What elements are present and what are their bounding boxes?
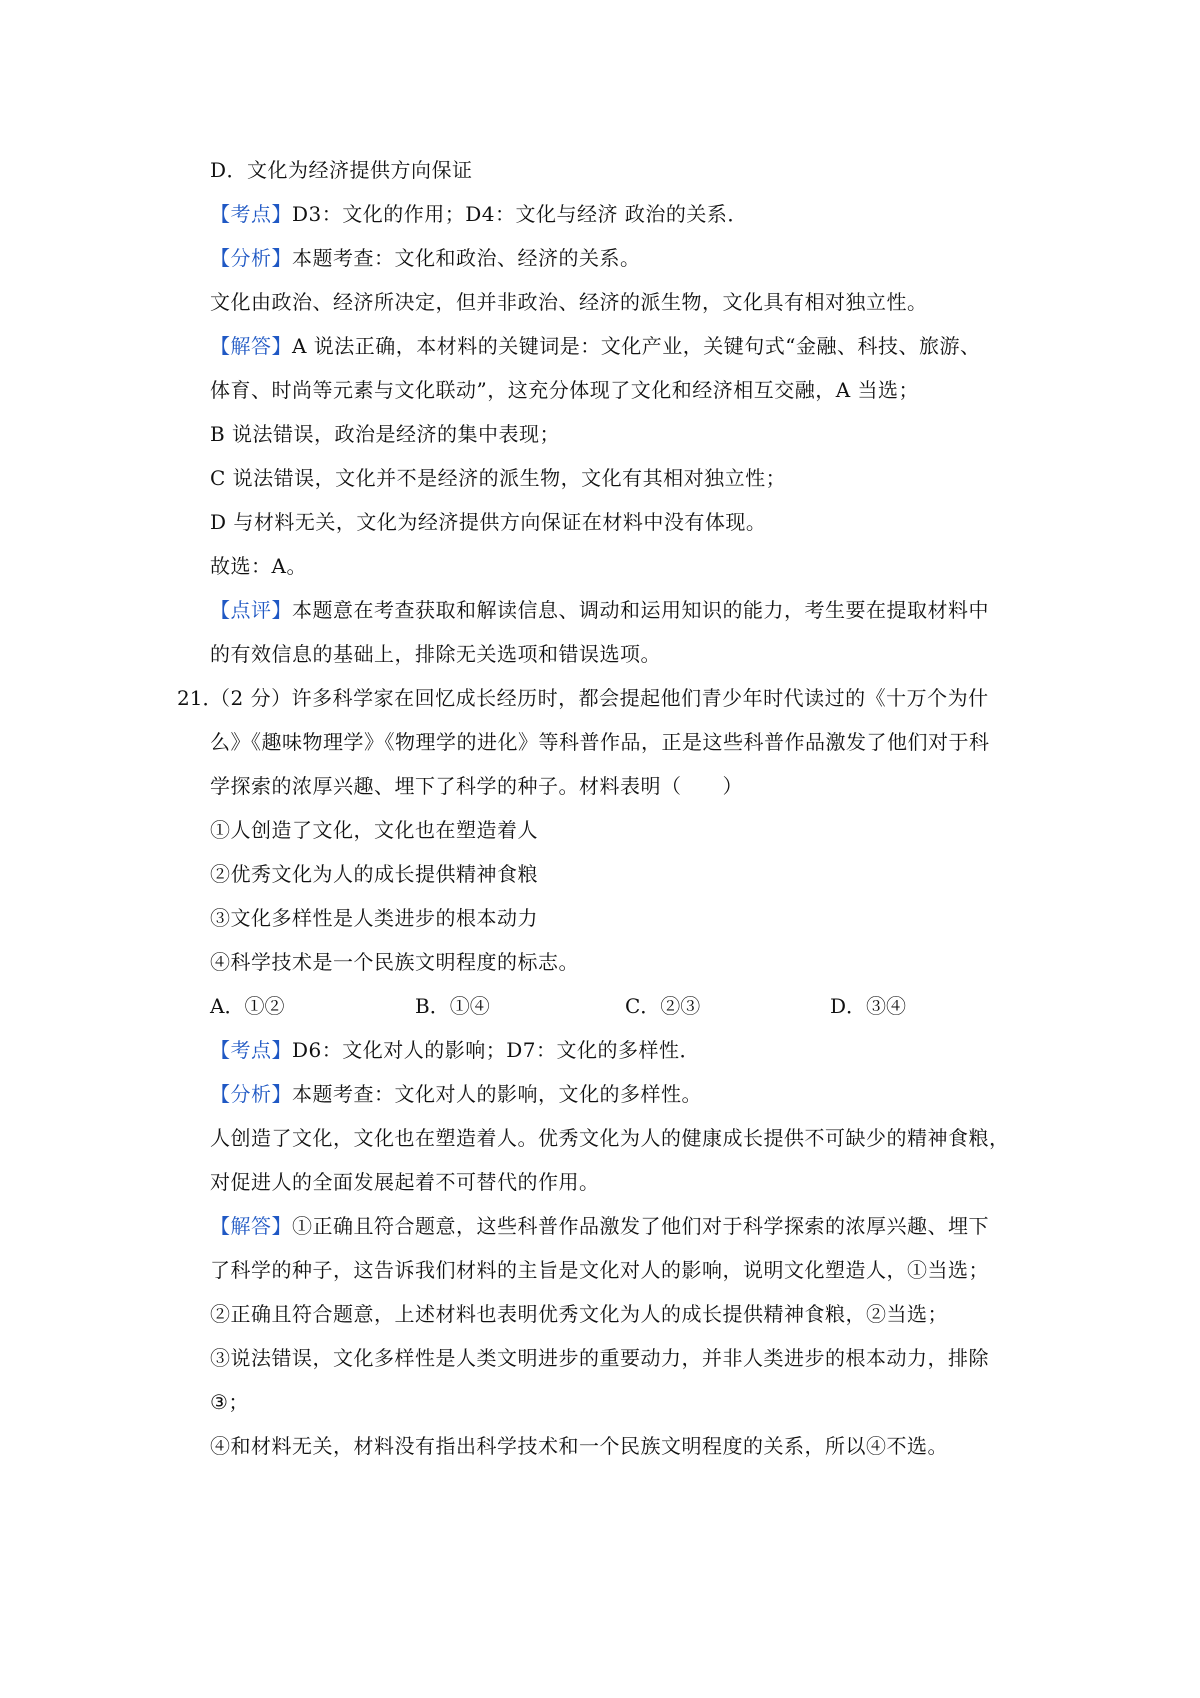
jieda-text3-21: ②正确且符合题意，上述材料也表明优秀文化为人的成长提供精神食粮，②当选；: [210, 1302, 948, 1326]
jieda-line-prev: [210, 331, 981, 361]
question-21-stem-line1: [210, 683, 989, 713]
statement-4: ④科学技术是一个民族文明程度的标志。: [210, 950, 579, 974]
fenxi-line2-21: [210, 1123, 1010, 1153]
jieda-text5-21: ③；: [210, 1390, 249, 1414]
jieda-text1-21: ①正确且符合题意，这些科普作品激发了他们对于科学探索的浓厚兴趣、埋下: [292, 1214, 989, 1238]
question-21-stem-line2: [210, 727, 990, 757]
kaodian-line-21: [210, 1035, 700, 1065]
fenxi-line2-prev: [210, 287, 928, 317]
jieda-text-line1: A 说法正确，本材料的关键词是：文化产业，关键句式“金融、科技、旅游、: [292, 334, 981, 358]
jieda-line3-21: [210, 1299, 948, 1329]
dianping-text-line2: 的有效信息的基础上，排除无关选项和错误选项。: [210, 642, 661, 666]
jieda-text-line3: B 说法错误，政治是经济的集中表现；: [210, 422, 561, 446]
kaodian-tag-21: 【考点】: [210, 1038, 292, 1062]
question-21-number: 21．: [177, 686, 223, 710]
fenxi-line-prev: [210, 243, 641, 273]
dianping-line2: [210, 639, 661, 669]
question-21-stem-text2: 么》《趣味物理学》《物理学的进化》等科普作品，正是这些科普作品激发了他们对于科: [210, 730, 990, 754]
option-d-line: [210, 155, 473, 185]
jieda-line3-prev: [210, 419, 560, 449]
jieda-tag-21: 【解答】: [210, 1214, 292, 1238]
jieda-line5-21: [210, 1387, 249, 1417]
statement-1: ①人创造了文化，文化也在塑造着人: [210, 818, 538, 842]
jieda-line4-21: [210, 1343, 989, 1373]
dianping-tag: 【点评】: [210, 598, 292, 622]
fenxi-tag: 【分析】: [210, 246, 292, 270]
jieda-line5-prev: [210, 507, 766, 537]
option-d: D．③④: [830, 994, 907, 1018]
option-c: C．②③: [625, 994, 701, 1018]
jieda-text6-21: ④和材料无关，材料没有指出科学技术和一个民族文明程度的关系，所以④不选。: [210, 1434, 948, 1458]
kaodian-text-21: D6：文化对人的影响；D7：文化的多样性．: [292, 1038, 701, 1062]
jieda-text4-21: ③说法错误，文化多样性是人类文明进步的重要动力，并非人类进步的根本动力，排除: [210, 1346, 989, 1370]
statement-2: ②优秀文化为人的成长提供精神食粮: [210, 862, 538, 886]
kaodian-text: D3：文化的作用；D4：文化与经济 政治的关系．: [292, 202, 748, 226]
question-21-stem-line3: [210, 771, 743, 801]
jieda-line2-21: [210, 1255, 989, 1285]
jieda-text-line5: D 与材料无关，文化为经济提供方向保证在材料中没有体现。: [210, 510, 767, 534]
fenxi-tag-21: 【分析】: [210, 1082, 292, 1106]
kaodian-tag: 【考点】: [210, 202, 292, 226]
jieda-line4-prev: [210, 463, 786, 493]
fenxi-text-line2: 文化由政治、经济所决定，但并非政治、经济的派生物，文化具有相对独立性。: [210, 290, 928, 314]
dianping-line: [210, 595, 989, 625]
question-21-stem-text1: （2 分）许多科学家在回忆成长经历时，都会提起他们青少年时代读过的《十万个为什: [210, 686, 989, 710]
question-21-stem-text3: 学探索的浓厚兴趣、埋下了科学的种子。材料表明（ ）: [210, 774, 743, 798]
fenxi-line-21: [210, 1079, 702, 1109]
jieda-text-line2: 体育、时尚等元素与文化联动”，这充分体现了文化和经济相互交融，A 当选；: [210, 378, 920, 402]
jieda-line6-prev: [210, 551, 307, 581]
statement-3: ③文化多样性是人类进步的根本动力: [210, 906, 538, 930]
dianping-text-line1: 本题意在考查获取和解读信息、调动和运用知识的能力，考生要在提取材料中: [292, 598, 989, 622]
jieda-line2-prev: [210, 375, 919, 405]
jieda-text2-21: 了科学的种子，这告诉我们材料的主旨是文化对人的影响，说明文化塑造人，①当选；: [210, 1258, 989, 1282]
fenxi-text-21: 本题考查：文化对人的影响，文化的多样性。: [292, 1082, 702, 1106]
jieda-line6-21: [210, 1431, 948, 1461]
kaodian-line-prev: [210, 199, 748, 229]
option-a: A．①②: [210, 994, 285, 1018]
fenxi-text2-21: 人创造了文化，文化也在塑造着人。优秀文化为人的健康成长提供不可缺少的精神食粮，: [210, 1126, 1010, 1150]
jieda-text-line4: C 说法错误，文化并不是经济的派生物，文化有其相对独立性；: [210, 466, 787, 490]
fenxi-text: 本题考查：文化和政治、经济的关系。: [292, 246, 641, 270]
fenxi-text3-21: 对促进人的全面发展起着不可替代的作用。: [210, 1170, 600, 1194]
jieda-tag: 【解答】: [210, 334, 292, 358]
option-b: B．①④: [415, 994, 490, 1018]
jieda-text-line6: 故选：A。: [210, 554, 307, 578]
fenxi-line3-21: [210, 1167, 600, 1197]
jieda-line-21: [210, 1211, 989, 1241]
option-d-text: D．文化为经济提供方向保证: [210, 158, 473, 182]
